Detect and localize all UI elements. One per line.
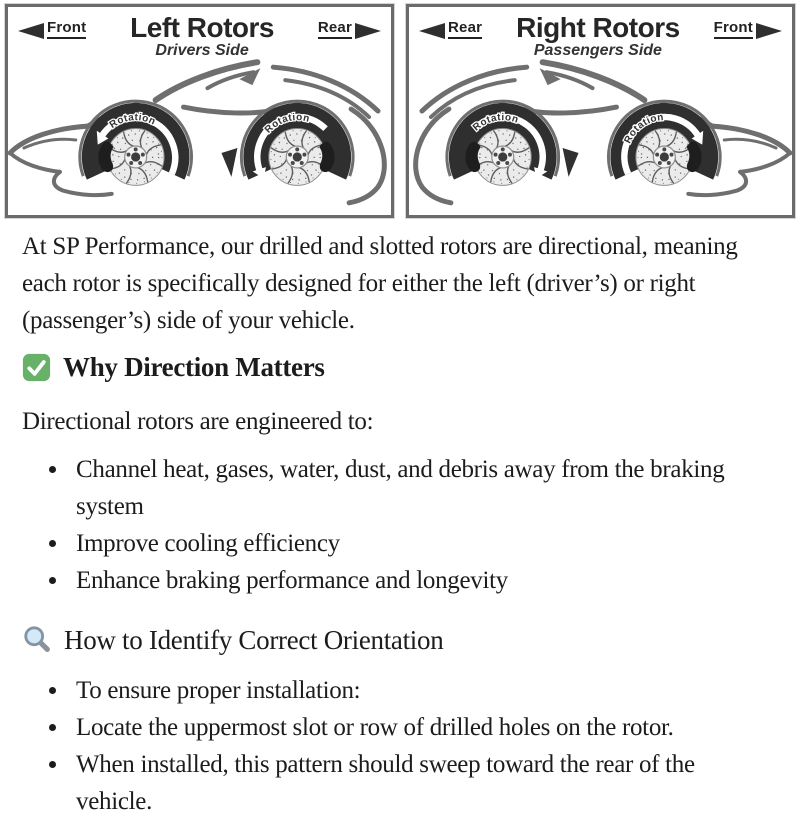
panel-title: Left Rotors bbox=[130, 12, 274, 43]
left-arrow-icon bbox=[18, 23, 44, 39]
check-mark-icon bbox=[22, 353, 51, 382]
right-car-illustration bbox=[409, 57, 792, 215]
front-label: Front bbox=[47, 19, 86, 39]
front-direction-left-panel bbox=[18, 18, 86, 39]
direction-benefits-list bbox=[22, 451, 776, 599]
right-rotors-panel bbox=[406, 4, 795, 218]
front-label: Front bbox=[714, 19, 753, 39]
panel-subtitle: Drivers Side bbox=[155, 42, 249, 60]
section-title: Why Direction Matters bbox=[63, 352, 325, 382]
right-arrow-icon bbox=[355, 23, 381, 39]
right-arrow-icon bbox=[756, 23, 782, 39]
left-panel-header bbox=[8, 12, 391, 60]
list-item: • Improve cooling efficiency bbox=[70, 525, 732, 562]
front-direction-right-panel bbox=[714, 18, 782, 39]
left-car-illustration bbox=[8, 57, 391, 215]
section-identify-orientation-heading bbox=[22, 623, 776, 657]
list-item: • Locate the uppermost slot or row of drilled holes on the rotor. bbox=[70, 709, 776, 746]
orientation-steps-list bbox=[22, 672, 776, 820]
rear-label: Rear bbox=[448, 19, 482, 39]
rotation-label: Rotation bbox=[107, 112, 158, 131]
engineered-to-lead: Directional rotors are engineered to: bbox=[22, 408, 374, 435]
list-item: • When installed, this pattern should sweep toward the rear of the vehicle. bbox=[70, 746, 776, 820]
rear-direction-right-panel bbox=[419, 18, 482, 39]
left-arrow-icon bbox=[419, 23, 445, 39]
section-why-direction-matters-heading bbox=[22, 350, 776, 384]
rotor-direction-diagram bbox=[0, 0, 800, 218]
rotation-label: Rotation bbox=[622, 112, 665, 146]
left-panel-title-block bbox=[130, 13, 274, 60]
article-content bbox=[0, 228, 800, 820]
rear-direction-left-panel bbox=[318, 18, 381, 39]
right-panel-header bbox=[409, 12, 792, 60]
magnifying-glass-icon bbox=[22, 625, 52, 655]
rear-label: Rear bbox=[318, 19, 352, 39]
panel-title: Right Rotors bbox=[516, 12, 680, 43]
intro-paragraph: At SP Performance, our drilled and slotted rotors are directional, meaning each rotor is specifically designed for either the left (driver’s) or right (passenger’s) side of your vehicle. bbox=[22, 233, 738, 334]
rotation-label: Rotation bbox=[471, 112, 521, 134]
right-panel-title-block bbox=[516, 13, 680, 60]
left-rotors-panel bbox=[5, 4, 394, 218]
panel-subtitle: Passengers Side bbox=[533, 42, 662, 60]
rotation-label: Rotation bbox=[262, 111, 311, 136]
list-item: • Channel heat, gases, water, dust, and debris away from the braking system bbox=[70, 451, 732, 525]
list-item: • To ensure proper installation: bbox=[70, 672, 776, 709]
list-item: • Enhance braking performance and longevity bbox=[70, 562, 732, 599]
section-title: How to Identify Correct Orientation bbox=[64, 625, 444, 655]
